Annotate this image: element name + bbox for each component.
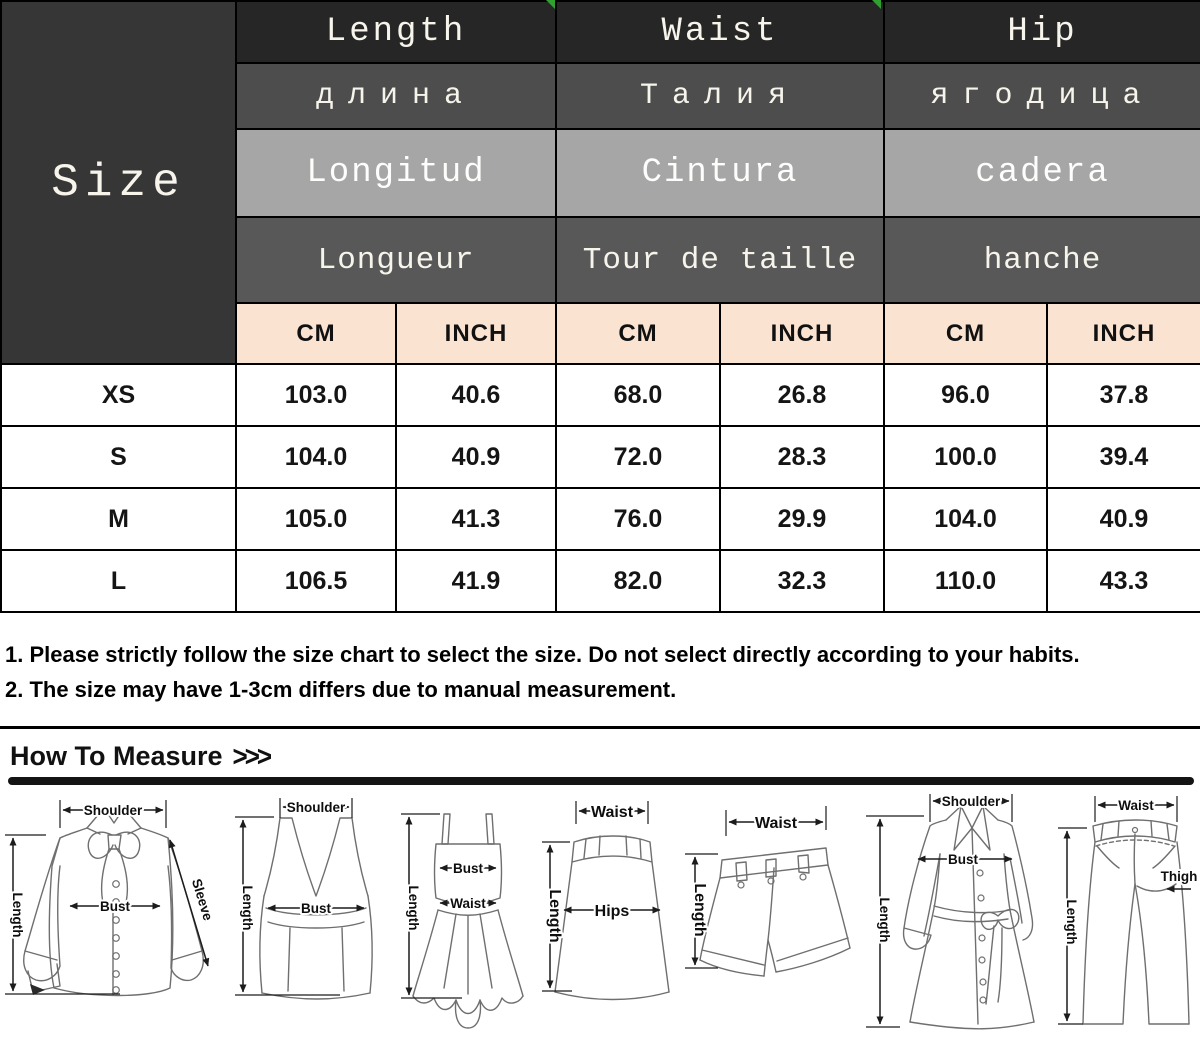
- coat-shoulder-label: Shoulder: [941, 794, 1001, 809]
- table-row-s: [1, 426, 1200, 488]
- pants-length-label: Length: [1064, 899, 1079, 945]
- cell-length-cm: 103.0: [236, 364, 396, 426]
- cell-hip-inch: 40.9: [1047, 488, 1200, 550]
- unit-hip-inch: INCH: [1047, 303, 1200, 364]
- cell-hip-cm: 104.0: [884, 488, 1047, 550]
- shorts-length-label: Length: [691, 883, 708, 937]
- cell-waist-cm: 72.0: [556, 426, 720, 488]
- cell-hip-cm: 100.0: [884, 426, 1047, 488]
- tank-shoulder-label: Shoulder: [286, 800, 346, 815]
- header-length-fr: Longueur: [236, 217, 556, 303]
- size-label: L: [1, 550, 236, 612]
- shorts-diagram: [680, 788, 860, 1040]
- divider-bar: [8, 777, 1194, 785]
- dress-length-label: Length: [406, 885, 421, 931]
- header-hip-ru: ягодица: [884, 63, 1200, 129]
- cell-length-inch: 40.9: [396, 426, 556, 488]
- coat-bust-label: Bust: [948, 852, 978, 867]
- chevrons-icon: >>>: [232, 739, 270, 773]
- header-hip-en: Hip: [884, 1, 1200, 63]
- header-waist-en: Waist: [556, 1, 884, 63]
- cell-waist-inch: 26.8: [720, 364, 884, 426]
- table-row-m: [1, 488, 1200, 550]
- size-label: M: [1, 488, 236, 550]
- shorts-waist-label: Waist: [754, 815, 798, 832]
- cell-waist-inch: 32.3: [720, 550, 884, 612]
- cell-hip-inch: 39.4: [1047, 426, 1200, 488]
- cell-waist-cm: 82.0: [556, 550, 720, 612]
- size-label: S: [1, 426, 236, 488]
- how-to-measure-header: [0, 729, 1200, 772]
- skirt-waist-label: Waist: [590, 804, 634, 821]
- green-corner-mark: [546, 0, 555, 9]
- cell-length-inch: 40.6: [396, 364, 556, 426]
- cell-waist-inch: 29.9: [720, 488, 884, 550]
- coat-diagram: [860, 788, 1055, 1040]
- green-corner-mark: [872, 0, 881, 9]
- measure-diagrams: [0, 788, 1200, 1040]
- cell-length-cm: 104.0: [236, 426, 396, 488]
- blouse-diagram: [0, 788, 230, 1040]
- dress-waist-label: Waist: [450, 896, 486, 911]
- notes-box: [0, 613, 1200, 729]
- note-line-1: 1. Please strictly follow the size chart to select the size. Do not select directly according to your habits.: [5, 642, 1080, 667]
- table-row-xs: [1, 364, 1200, 426]
- unit-waist-cm: CM: [556, 303, 720, 364]
- tank-top-diagram: [230, 788, 398, 1040]
- header-hip-es: cadera: [884, 129, 1200, 217]
- dress-bust-label: Bust: [453, 861, 483, 876]
- unit-length-cm: CM: [236, 303, 396, 364]
- skirt-length-label: Length: [546, 889, 563, 943]
- unit-hip-cm: CM: [884, 303, 1047, 364]
- skirt-hips-label: Hips: [594, 903, 630, 920]
- blouse-length-label: Length: [10, 892, 25, 938]
- cell-length-cm: 105.0: [236, 488, 396, 550]
- cell-waist-inch: 28.3: [720, 426, 884, 488]
- size-corner-header: Size: [1, 1, 236, 364]
- cell-hip-cm: 110.0: [884, 550, 1047, 612]
- header-length-ru: длина: [236, 63, 556, 129]
- header-hip-fr: hanche: [884, 217, 1200, 303]
- how-to-measure-title: How To Measure: [10, 741, 223, 771]
- note-line-2: 2. The size may have 1-3cm differs due to manual measurement.: [5, 677, 677, 702]
- cell-length-cm: 106.5: [236, 550, 396, 612]
- size-label: XS: [1, 364, 236, 426]
- cell-length-inch: 41.9: [396, 550, 556, 612]
- coat-length-label: Length: [877, 897, 892, 943]
- cell-hip-cm: 96.0: [884, 364, 1047, 426]
- pants-thigh-label: Thigh: [1160, 869, 1198, 884]
- header-waist-fr: Tour de taille: [556, 217, 884, 303]
- blouse-shoulder-label: Shoulder: [83, 803, 143, 818]
- cell-hip-inch: 43.3: [1047, 550, 1200, 612]
- pants-diagram: [1055, 788, 1200, 1040]
- blouse-sleeve-label: Sleeve: [188, 877, 216, 923]
- tank-bust-label: Bust: [301, 901, 331, 916]
- cell-waist-cm: 76.0: [556, 488, 720, 550]
- cell-length-inch: 41.3: [396, 488, 556, 550]
- blouse-bust-label: Bust: [100, 899, 130, 914]
- dress-diagram: [398, 788, 538, 1040]
- tank-length-label: Length: [240, 885, 255, 931]
- cell-hip-inch: 37.8: [1047, 364, 1200, 426]
- table-row-l: [1, 550, 1200, 612]
- header-length-es: Longitud: [236, 129, 556, 217]
- skirt-diagram: [538, 788, 680, 1040]
- header-waist-ru: Талия: [556, 63, 884, 129]
- header-waist-es: Cintura: [556, 129, 884, 217]
- cell-waist-cm: 68.0: [556, 364, 720, 426]
- unit-length-inch: INCH: [396, 303, 556, 364]
- header-length-en: Length: [236, 1, 556, 63]
- unit-waist-inch: INCH: [720, 303, 884, 364]
- pants-waist-label: Waist: [1118, 798, 1154, 813]
